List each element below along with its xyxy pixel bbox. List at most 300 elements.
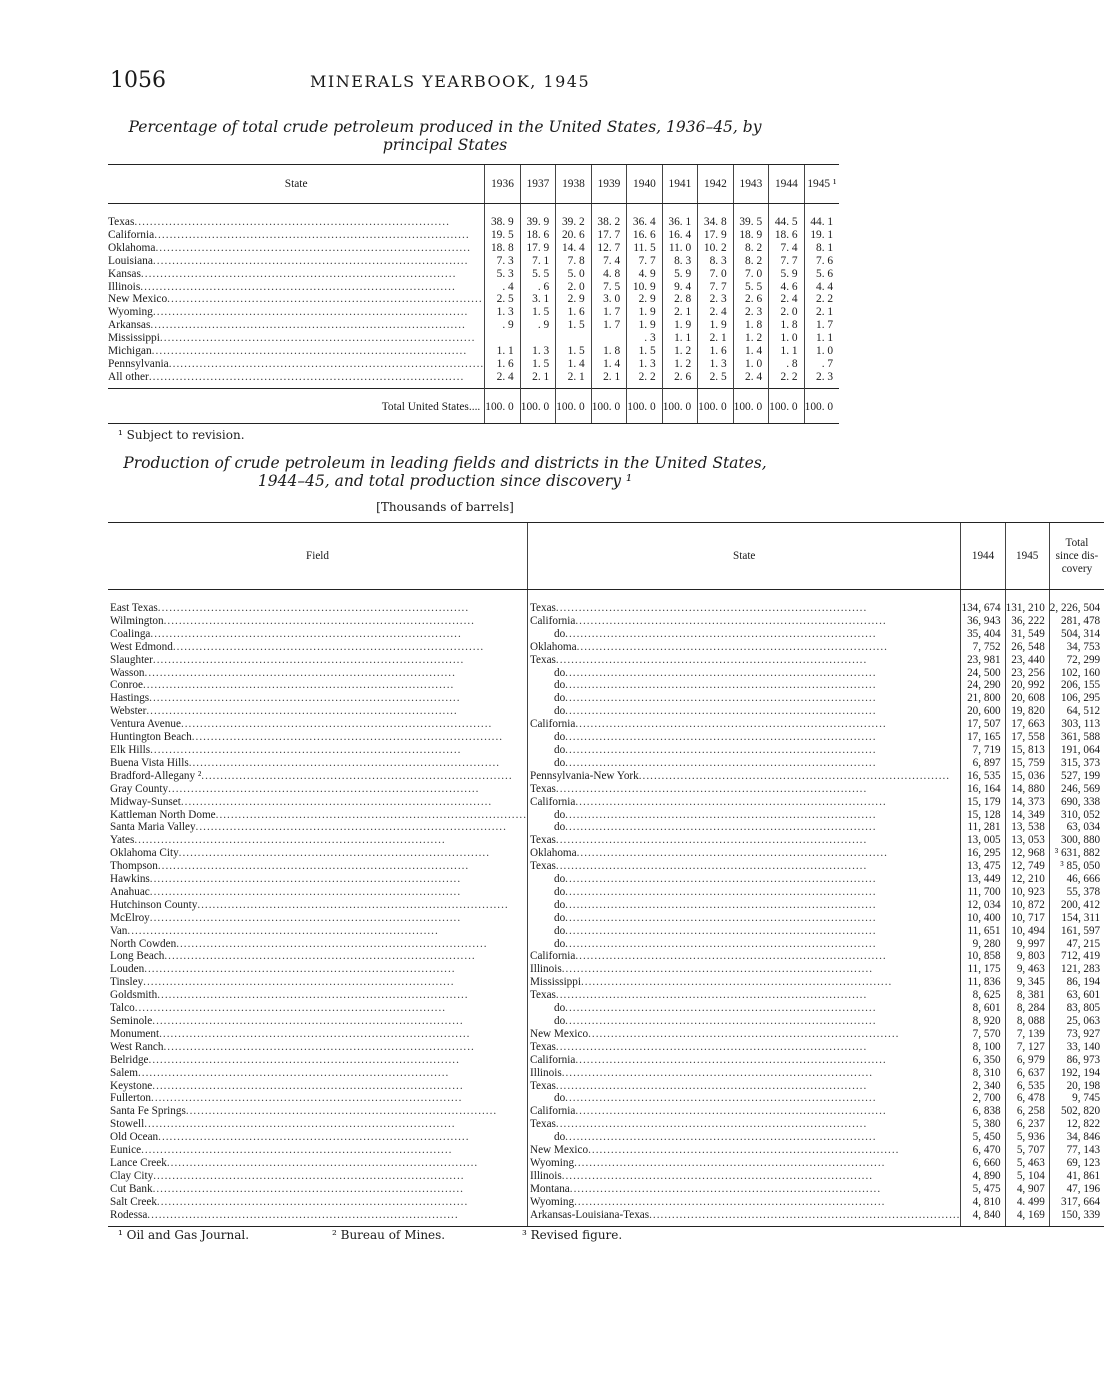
field-cell [108, 860, 527, 873]
table2-title-line2: 1944–45, and total production since discovery ¹ [257, 472, 633, 490]
total-since-discovery-cell: 102, 160 [1049, 667, 1104, 680]
field-cell-leader [110, 1041, 527, 1054]
state-cell [527, 989, 960, 1002]
total-since-discovery-cell: ³ 85, 050 [1049, 860, 1104, 873]
production-1945-cell: 5, 104 [1005, 1170, 1049, 1183]
total-since-discovery-cell: 33, 140 [1049, 1041, 1104, 1054]
percent-cell: 2. 6 [662, 371, 697, 388]
percent-cell: 4. 4 [804, 281, 839, 294]
state-cell-leader [108, 293, 484, 306]
state-cell [108, 358, 485, 371]
table1-row [108, 255, 839, 268]
state-cell-leader [530, 938, 960, 951]
table2-header-row [108, 523, 1104, 590]
percent-cell: 44. 1 [804, 216, 839, 229]
total-since-discovery-cell: 361, 588 [1049, 731, 1104, 744]
field-cell-leader [110, 950, 527, 963]
col-field-header: Field [108, 523, 527, 590]
production-1945-cell: 14, 880 [1005, 783, 1049, 796]
production-1945-cell: 23, 256 [1005, 667, 1049, 680]
production-1944-cell: 20, 600 [961, 705, 1005, 718]
table1-row [108, 371, 839, 388]
field-cell-text: Conroe [110, 679, 143, 692]
dot-leader: .................................................................................. [565, 821, 877, 834]
percent-cell: 20. 6 [556, 229, 591, 242]
col-1944-header: 1944 [961, 523, 1005, 590]
state-cell-text: do [553, 705, 566, 718]
dot-leader: .................................................................................. [574, 1156, 886, 1169]
percent-cell: 1. 9 [662, 319, 697, 332]
percentage-table [108, 164, 839, 424]
field-cell-leader [110, 718, 527, 731]
state-cell [527, 1092, 960, 1105]
field-cell [108, 1118, 527, 1131]
page-number: 1056 [110, 68, 166, 93]
percent-cell: 16. 4 [662, 229, 697, 242]
state-cell [527, 615, 960, 628]
state-cell [527, 834, 960, 847]
production-1945-cell: 131, 210 [1005, 602, 1049, 615]
dot-leader: .................................................................................. [565, 627, 877, 640]
state-cell [527, 770, 960, 783]
field-cell [108, 976, 527, 989]
state-cell [108, 332, 485, 345]
percent-cell: 2. 3 [733, 306, 768, 319]
field-cell-text: Cut Bank [110, 1182, 153, 1195]
total-since-discovery-cell: 303, 113 [1049, 718, 1104, 731]
field-cell [108, 886, 527, 899]
state-cell-leader [530, 1092, 960, 1105]
state-cell-leader [530, 1028, 960, 1041]
dot-leader: .................................................................................. [148, 1053, 460, 1066]
fields-table [108, 522, 1104, 1227]
field-cell [108, 1196, 527, 1209]
dot-leader: .................................................................................. [151, 1092, 463, 1105]
production-1945-cell: 12, 749 [1005, 860, 1049, 873]
field-cell-leader [110, 989, 527, 1002]
state-cell-text: Oklahoma [529, 640, 577, 653]
dot-leader: .................................................................................. [649, 1208, 961, 1221]
state-cell-text: Illinois [529, 1169, 562, 1182]
state-cell-leader [530, 899, 960, 912]
table2-row [108, 860, 1104, 873]
dot-leader: .................................................................................. [555, 1040, 868, 1053]
table2-footnote-3: ³ Revised figure. [522, 1228, 623, 1242]
table2-row [108, 628, 1104, 641]
table2-row [108, 1209, 1104, 1226]
percent-cell: 1. 6 [485, 358, 520, 371]
field-cell [108, 1080, 527, 1093]
percent-cell: 34. 8 [698, 216, 733, 229]
state-cell-text: do [553, 756, 566, 769]
state-cell [108, 281, 485, 294]
table2-row [108, 731, 1104, 744]
spacer-row [108, 204, 839, 217]
production-1944-cell: 16, 164 [961, 783, 1005, 796]
dot-leader: .................................................................................. [141, 1144, 453, 1157]
table2-row [108, 899, 1104, 912]
table2-row [108, 1067, 1104, 1080]
field-cell [108, 938, 527, 951]
table2-row [108, 770, 1104, 783]
dot-leader: .................................................................................. [561, 1169, 874, 1182]
table2-row [108, 1118, 1104, 1131]
percent-cell: 2. 5 [485, 293, 520, 306]
state-cell-leader [530, 1067, 960, 1080]
production-1944-cell: 2, 340 [961, 1080, 1005, 1093]
field-cell-text: Monument [110, 1027, 160, 1040]
percent-cell: 7. 4 [769, 242, 804, 255]
table1-col-header: 1938 [556, 165, 591, 204]
table1-col-header: 1936 [485, 165, 520, 204]
field-cell-text: Hawkins [110, 873, 150, 886]
table2-row [108, 1183, 1104, 1196]
dot-leader: .................................................................................. [191, 731, 504, 744]
production-1945-cell: 10, 872 [1005, 899, 1049, 912]
dot-leader: .................................................................................. [134, 1002, 447, 1015]
state-cell-text: do [553, 627, 566, 640]
production-1945-cell: 5, 707 [1005, 1144, 1049, 1157]
dot-leader: .................................................................................. [565, 1015, 877, 1027]
dot-leader: .................................................................................. [565, 679, 877, 692]
state-cell [527, 1131, 960, 1144]
state-cell-text: New Mexico [529, 1144, 589, 1157]
state-cell [527, 679, 960, 692]
dot-leader: .................................................................................. [167, 293, 483, 306]
field-cell-text: Santa Fe Springs [110, 1105, 186, 1118]
dot-leader: .................................................................................. [150, 319, 466, 332]
spacer-cell [662, 204, 697, 217]
table2-row [108, 886, 1104, 899]
field-cell [108, 1067, 527, 1080]
table2-row [108, 873, 1104, 886]
dot-leader: .................................................................................. [565, 937, 877, 950]
state-cell-text: do [553, 924, 566, 937]
field-cell [108, 1092, 527, 1105]
production-1944-cell: 21, 800 [961, 692, 1005, 705]
field-cell-text: Bradford-Allegany ² [110, 769, 202, 782]
production-1944-cell: 11, 836 [961, 976, 1005, 989]
percent-cell: 1. 0 [769, 332, 804, 345]
dot-leader: .................................................................................. [152, 653, 465, 666]
production-1944-cell: 7, 752 [961, 641, 1005, 654]
table2-footnote-1: ¹ Oil and Gas Journal. [118, 1228, 250, 1242]
table1-col-header: 1945 ¹ [804, 165, 839, 204]
dot-leader: .................................................................................. [575, 795, 887, 808]
percent-cell: 5. 5 [733, 281, 768, 294]
dot-leader: .................................................................................. [565, 743, 877, 756]
dot-leader: .................................................................................. [142, 679, 455, 692]
production-1945-cell: 4, 169 [1005, 1209, 1049, 1226]
field-cell [108, 1015, 527, 1028]
production-1944-cell: 11, 175 [961, 963, 1005, 976]
field-cell-text: Salt Creek [110, 1195, 157, 1208]
state-cell-leader [530, 667, 960, 680]
total-since-discovery-cell: 161, 597 [1049, 925, 1104, 938]
state-cell-text: California [529, 950, 576, 963]
percent-cell: 17. 7 [591, 229, 626, 242]
state-cell [527, 718, 960, 731]
dot-leader: .................................................................................. [127, 924, 439, 937]
production-1944-cell: 35, 404 [961, 628, 1005, 641]
spacer-cell [108, 204, 485, 217]
total-since-discovery-cell: 121, 283 [1049, 963, 1104, 976]
dot-leader: .................................................................................. [149, 692, 461, 705]
field-cell-leader [110, 1157, 527, 1170]
production-1945-cell: 9, 803 [1005, 950, 1049, 963]
state-cell [527, 744, 960, 757]
percent-cell: 1. 7 [804, 319, 839, 332]
state-cell-text: do [553, 885, 566, 898]
state-cell-leader [530, 731, 960, 744]
dot-leader: .................................................................................. [144, 666, 456, 679]
field-cell-text: Webster [110, 705, 147, 718]
production-1944-cell: 5, 450 [961, 1131, 1005, 1144]
state-cell [527, 809, 960, 822]
field-cell-text: Ventura Avenue [110, 718, 181, 731]
percent-cell: . 3 [627, 332, 662, 345]
dot-leader: .................................................................................. [144, 963, 456, 976]
total-since-discovery-cell: 34, 846 [1049, 1131, 1104, 1144]
dot-leader: .................................................................................. [555, 834, 868, 847]
total-since-discovery-cell: 310, 052 [1049, 809, 1104, 822]
field-cell-leader [110, 628, 527, 641]
state-cell-leader [530, 1183, 960, 1196]
field-cell [108, 641, 527, 654]
production-1944-cell: 6, 897 [961, 757, 1005, 770]
state-cell-leader [530, 615, 960, 628]
field-cell-leader [110, 847, 527, 860]
field-cell-leader [110, 770, 527, 783]
field-cell [108, 925, 527, 938]
table2-row [108, 692, 1104, 705]
col-state-header: State [527, 523, 960, 590]
percent-cell: 38. 2 [591, 216, 626, 229]
field-cell-leader [110, 731, 527, 744]
state-cell-text: New Mexico [529, 1027, 589, 1040]
dot-leader: .................................................................................. [134, 216, 450, 228]
field-cell [108, 989, 527, 1002]
state-cell [108, 371, 485, 388]
percent-cell: 1. 5 [556, 319, 591, 332]
percent-cell: 2. 3 [698, 293, 733, 306]
table2-row [108, 963, 1104, 976]
total-label: Total United States [381, 400, 469, 413]
dot-leader: .................................................................................. [201, 769, 513, 782]
state-cell-leader [530, 912, 960, 925]
field-cell [108, 615, 527, 628]
field-cell-leader [110, 1067, 527, 1080]
production-1945-cell: 6, 535 [1005, 1080, 1049, 1093]
percent-cell: 2. 1 [698, 332, 733, 345]
table2-row [108, 1144, 1104, 1157]
table2-row [108, 989, 1104, 1002]
state-cell-leader [530, 1080, 960, 1093]
state-cell-leader [108, 306, 484, 319]
percent-cell: 1. 5 [520, 358, 555, 371]
percent-cell: 9. 4 [662, 281, 697, 294]
state-cell-text: California [529, 1105, 576, 1118]
percent-cell: 2. 1 [556, 371, 591, 388]
state-cell-text: Louisiana [108, 254, 153, 267]
field-cell-text: Slaughter [110, 653, 153, 666]
field-cell [108, 912, 527, 925]
field-cell-text: Kattleman North Dome [110, 808, 216, 821]
percent-cell: 1. 2 [662, 345, 697, 358]
percent-cell: 5. 9 [769, 268, 804, 281]
table2-row [108, 1196, 1104, 1209]
percent-cell: 1. 6 [556, 306, 591, 319]
state-cell-leader [530, 1131, 960, 1144]
percent-cell: 2. 5 [698, 371, 733, 388]
state-cell-leader [108, 229, 484, 242]
table1-header-row [108, 165, 839, 204]
state-cell-leader [530, 886, 960, 899]
percent-cell: . 4 [485, 281, 520, 294]
field-cell-leader [110, 796, 527, 809]
field-cell [108, 809, 527, 822]
state-cell-text: do [553, 692, 566, 705]
state-cell-text: Texas [529, 782, 556, 795]
dot-leader: .................................................................................. [157, 860, 470, 873]
state-cell-leader [530, 1054, 960, 1067]
state-cell-text: do [553, 808, 566, 821]
state-cell-leader [108, 281, 484, 294]
dot-leader: .................................................................................. [555, 1118, 868, 1131]
state-cell-leader [530, 1157, 960, 1170]
production-1944-cell: 8, 920 [961, 1015, 1005, 1028]
field-cell-text: Santa Maria Valley [110, 821, 196, 834]
field-cell [108, 1002, 527, 1015]
table2-row [108, 1131, 1104, 1144]
field-cell [108, 1157, 527, 1170]
dot-leader: .................................................................................. [185, 1105, 498, 1118]
field-cell-text: Clay City [110, 1169, 154, 1182]
field-cell-leader [110, 1015, 527, 1028]
field-cell [108, 679, 527, 692]
percent-cell: 7. 4 [591, 255, 626, 268]
production-1945-cell: 6, 258 [1005, 1105, 1049, 1118]
production-1945-cell: 10, 923 [1005, 886, 1049, 899]
production-1945-cell: 10, 494 [1005, 925, 1049, 938]
field-cell [108, 744, 527, 757]
production-1944-cell: 13, 005 [961, 834, 1005, 847]
total-since-discovery-cell: 73, 927 [1049, 1028, 1104, 1041]
state-cell-leader [530, 641, 960, 654]
state-cell-leader [530, 628, 960, 641]
state-cell [527, 667, 960, 680]
production-1944-cell: 4, 890 [961, 1170, 1005, 1183]
spacer-cell [556, 204, 591, 217]
spacer-cell [1049, 590, 1104, 603]
table2-row [108, 1170, 1104, 1183]
state-cell [527, 912, 960, 925]
table1-row [108, 216, 839, 229]
percent-cell: 7. 8 [556, 255, 591, 268]
field-cell-text: Huntington Beach [110, 731, 192, 744]
field-cell-leader [110, 1131, 527, 1144]
col-1945-header: 1945 [1005, 523, 1049, 590]
production-1945-cell: 6, 637 [1005, 1067, 1049, 1080]
production-1945-cell: 17, 558 [1005, 731, 1049, 744]
dot-leader: .................................................................................. [638, 769, 951, 782]
field-cell-text: Seminole [110, 1015, 153, 1027]
field-cell [108, 692, 527, 705]
field-cell-leader [110, 899, 527, 912]
table2-body [108, 590, 1104, 1227]
table2-row [108, 602, 1104, 615]
field-cell-leader [110, 615, 527, 628]
percent-cell: 7. 5 [591, 281, 626, 294]
field-cell [108, 1131, 527, 1144]
field-cell [108, 602, 527, 615]
table1-total-row [108, 388, 839, 423]
state-cell [527, 602, 960, 615]
total-since-discovery-cell: 690, 338 [1049, 796, 1104, 809]
production-1945-cell: 9, 997 [1005, 938, 1049, 951]
percent-cell: 39. 2 [556, 216, 591, 229]
field-cell-text: East Texas [110, 602, 158, 614]
dot-leader: .................................................................................. [561, 963, 874, 976]
total-since-discovery-cell: 64, 512 [1049, 705, 1104, 718]
field-cell-leader [110, 1170, 527, 1183]
field-cell-text: Yates [110, 834, 135, 847]
dot-leader: .................................................................................. [588, 1027, 900, 1040]
state-cell-text: Pennsylvania [108, 357, 169, 370]
table2-row [108, 796, 1104, 809]
state-cell-text: California [529, 718, 576, 731]
state-cell-text: Kansas [108, 267, 141, 280]
percent-cell: 2. 4 [733, 371, 768, 388]
dot-leader: .................................................................................. [555, 653, 868, 666]
percent-cell: 1. 2 [662, 358, 697, 371]
state-cell [527, 963, 960, 976]
dot-leader: .................................................................................. [576, 847, 888, 860]
field-cell-leader [110, 860, 527, 873]
percent-cell: 2. 2 [769, 371, 804, 388]
production-1945-cell: 12, 210 [1005, 873, 1049, 886]
total-since-discovery-cell: 502, 820 [1049, 1105, 1104, 1118]
table1-row [108, 345, 839, 358]
state-cell [527, 925, 960, 938]
state-cell [527, 796, 960, 809]
total-since-discovery-cell: 300, 880 [1049, 834, 1104, 847]
production-1945-cell: 20, 992 [1005, 679, 1049, 692]
production-1945-cell: 8, 088 [1005, 1015, 1049, 1028]
state-cell-leader [108, 242, 484, 255]
percent-cell [591, 332, 626, 345]
field-cell-leader [110, 1183, 527, 1196]
production-1944-cell: 17, 165 [961, 731, 1005, 744]
state-cell [527, 654, 960, 667]
production-1944-cell: 4, 810 [961, 1196, 1005, 1209]
percent-cell: 1. 8 [733, 319, 768, 332]
state-cell [527, 1144, 960, 1157]
production-1945-cell: 20, 608 [1005, 692, 1049, 705]
dot-leader: .................................................................................. [159, 332, 476, 345]
field-cell [108, 1170, 527, 1183]
table2-row [108, 783, 1104, 796]
state-cell [108, 268, 485, 281]
percent-cell: 14. 4 [556, 242, 591, 255]
state-cell [527, 873, 960, 886]
total-since-discovery-cell: 9, 745 [1049, 1092, 1104, 1105]
state-cell-leader [530, 1196, 960, 1209]
field-cell-text: Hastings [110, 692, 150, 705]
total-since-discovery-cell: 206, 155 [1049, 679, 1104, 692]
dot-leader: .................................................................................. [565, 873, 877, 886]
dot-leader: .................................................................................. [574, 1195, 886, 1208]
